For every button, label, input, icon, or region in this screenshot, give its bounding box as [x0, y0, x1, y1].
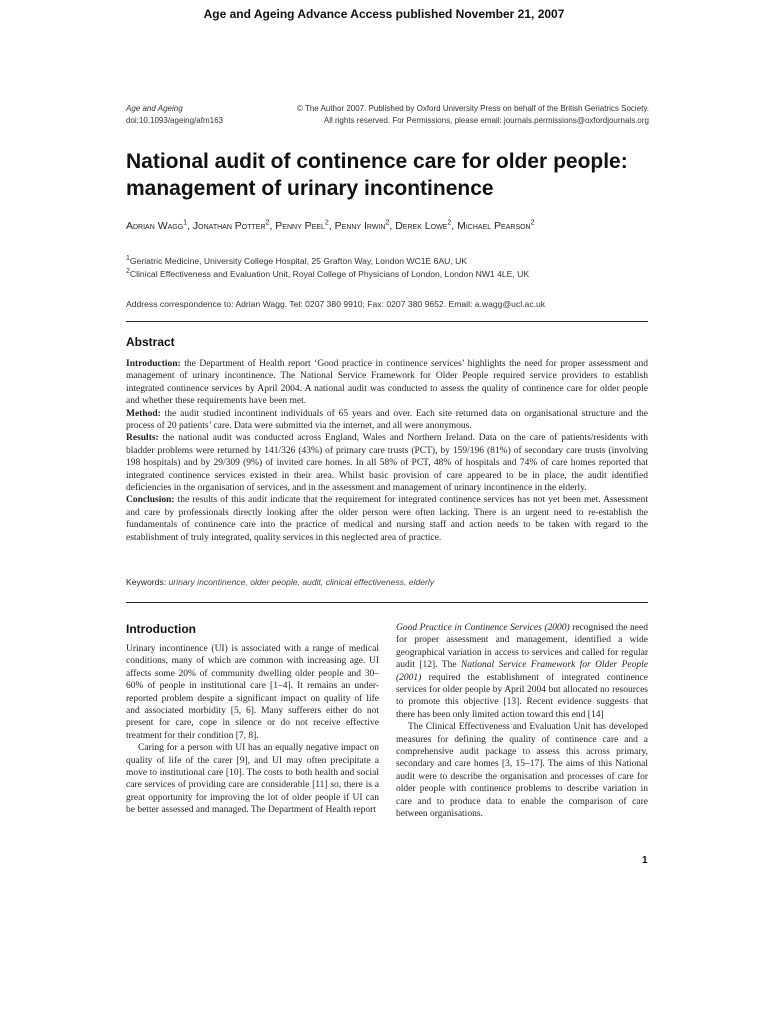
page-number: 1 [642, 855, 648, 866]
paragraph: The Clinical Effectiveness and Evaluation Unit has developed measures for defining the quality of continence care and a comprehensive audit package to assess this across primary, secondary and care homes [3, 15–17]. The aims of this National audit were to describe the organisation and processes of care for older people with continence problems to describe variation in care and to produce data to enable the comparison of care between organisations. [396, 722, 648, 820]
correspondence-address: Address correspondence to: Adrian Wagg. Tel: 0207 380 9910; Fax: 0207 380 9652. Email: a.wagg@ucl.ac.uk [126, 299, 546, 309]
abstract-results: Results: the national audit was conducted across England, Wales and Northern Ireland. Data on the care of patients/residents with bladder problems were returned by 141/326 (43%) of primary care trusts (PCT), by 159/196 (81%) of secondary care trusts (involving 198 hospitals) and by 29/309 (9%) of invited care homes. In all 58% of PCT, 48% of hospitals and 74% of care homes reported that integrated continence services existed in their area. Whilst basic provision of care appeared to be in place, the audit identified deficiencies in the organisation of services, and in the assessment and management of urinary incontinence in the elderly. [126, 433, 648, 494]
abstract-body [126, 358, 648, 544]
author: Michael Pearson$^2$ [457, 219, 535, 232]
affiliation: $^2$Clinical Effectiveness and Evaluation Unit, Royal College of Physicians of London, London NW1 4LE, UK [126, 268, 530, 279]
paragraph: Urinary incontinence (UI) is associated with a range of medical conditions, many of which are common with increasing age. UI affects some 20% of community dwelling older people and 30–60% of people in institutional care [1–4]. It remains an under-reported problem despite a significant impact on quality of life and associated morbidity [5, 6]. Many sufferers either do not present for care, cope in silence or do not receive effective treatment for their condition [7, 8]. [126, 644, 379, 741]
author-list: Adrian Wagg$^1$, Jonathan Potter$^2$, Penny Peel$^2$, Penny Irwin$^2$, Derek Lowe$^2$, Michael Pearson$^2$ [126, 219, 535, 232]
divider [126, 602, 648, 603]
body-column-left [126, 622, 379, 817]
advance-access-banner: Age and Ageing Advance Access published November 21, 2007 [203, 7, 565, 21]
journal-name: Age and Ageing [126, 104, 183, 113]
abstract-heading: Abstract [126, 335, 175, 349]
author: Penny Peel$^2$ [275, 219, 329, 232]
copyright-notice [297, 103, 649, 127]
affiliations [126, 255, 529, 281]
abstract-method: Method: the audit studied incontinent individuals of 65 years and over. Each site returned data on organisational structure and the process of 20 patients’ care. Data were submitted via the internet, and all were anonymous. [126, 408, 648, 432]
author: Jonathan Potter$^2$ [192, 219, 270, 232]
journal-header [126, 103, 223, 127]
copyright-line-2: All rights reserved. For Permissions, please email: journals.permissions@oxfordjournals.org [323, 116, 649, 125]
abstract-conclusion: Conclusion: the results of this audit indicate that the requirement for integrated continence services has not yet been met. Assessment and care by professionals directly looking after the older person were often lacking. There is an urgent need to re-establish the fundamentals of continence care into the practice of medical and nursing staff and action needs to be taken with regard to the establishment of truly integrated, quality services in this neglected area of practice. [126, 495, 648, 543]
article-title: National audit of continence care for older people: management of urinary incontinence [126, 150, 628, 200]
introduction-heading: Introduction [126, 622, 196, 636]
affiliation: $^1$Geriatric Medicine, University College Hospital, 25 Grafton Way, London WC1E 6AU, UK [126, 255, 468, 266]
copyright-line-1: © The Author 2007. Published by Oxford University Press on behalf of the British Geriatrics Society. [297, 104, 649, 113]
keywords-value: urinary incontinence, older people, audit, clinical effectiveness, elderly [168, 577, 435, 587]
paragraph: Caring for a person with UI has an equally negative impact on quality of life of the carer [9], and UI may often precipitate a move to institutional care [10]. The costs to both health and social care services of providing care are considerable [11] so, there is a great opportunity for improving the lot of older people if UI can be better assessed and managed. The Department of Health report [126, 743, 379, 816]
keywords-label: Keywords: [126, 577, 167, 587]
author: Derek Lowe$^2$ [395, 219, 452, 232]
paragraph: Good Practice in Continence Services (2000) recognised the need for proper assessment and management, identified a wide geographical variation in access to services and called for regular audit [12]. The National Service Framework for Older People (2001) required the establishment of integrated continence services for older people by April 2004 but allocated no resources to promote this objective [13]. Recent evidence suggests that there has been only limited action toward this end [14] [396, 623, 648, 720]
doi[interactable]: doi:10.1093/ageing/afm163 [126, 116, 223, 125]
abstract-introduction: Introduction: the Department of Health report ‘Good practice in continence services’ highlights the need for proper assessment and management of urinary incontinence. The National Service Framework for Older People required service providers to establish integrated continence services by April 2004. A national audit was conducted to assess the quality of continence care for older people and whether these requirements have been met. [126, 359, 649, 407]
author: Adrian Wagg$^1$ [126, 219, 188, 232]
keywords [126, 577, 434, 587]
body-column-right [396, 622, 648, 821]
author: Penny Irwin$^2$ [334, 219, 390, 232]
divider [126, 321, 648, 322]
